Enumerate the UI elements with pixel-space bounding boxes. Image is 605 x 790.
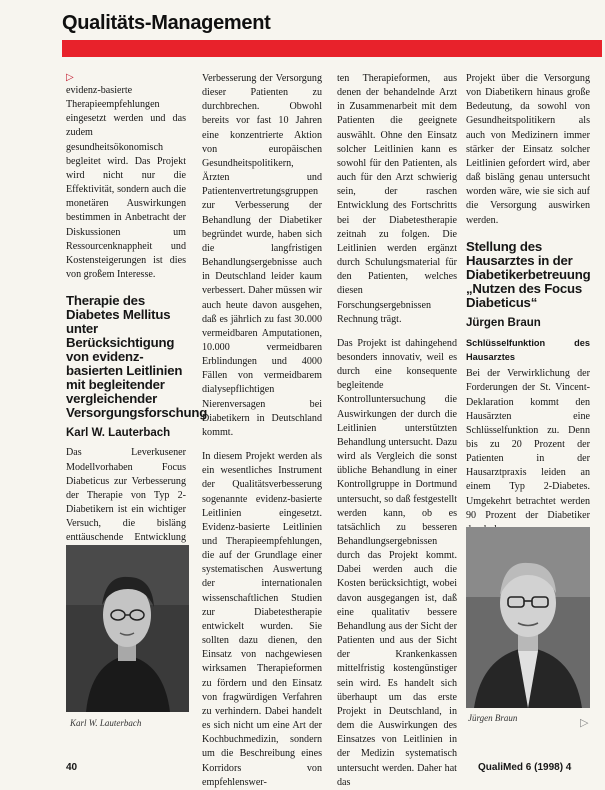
journal-citation: QualiMed 6 (1998) 4: [478, 762, 572, 773]
continuation-arrow-icon: ▷: [580, 716, 589, 729]
body-text: Das Projekt ist dahingehend besonders innovativ, weil es durch eine konsequente begleitende Kontrolluntersuchung die Auswirkungen der durch die Leitlinien unterstützten Behandlung untersucht. Dazu wird als Vergleich die sonst übliche Behandlung in einer Kontrollgruppe in Dortmund untersucht, so daß festgestellt werden kann, ob es tatsächlich zu besseren Behandlungsergebnissen durch das Projekt kommt. Dabei werden auch die Kosten berücksichtigt, wobei davon ausgegangen ist, daß eine qualitativ bessere Behandlung aus der Sicht der Patienten und aus der Sicht der Krankenkassen mittelfristig kostengünstiger sein wird. Es handelt sich überhaupt um das erste Projekt in Deutschland, in dem die Auswirkungen des Einsatzes von Leitlinien in der Medizin systematisch untersucht werden. Daher hat das: [337, 337, 457, 788]
author-portrait-photo: [66, 545, 189, 712]
section-title: Qualitäts-Management: [62, 12, 271, 34]
article-heading: Therapie des Diabetes Mellitus unter Berücksichtigung von evidenz-basierten Leitlinien mit begleitender vergleichender Versorgungsforschung: [66, 293, 208, 421]
body-text: Verbesserung der Versorgung dieser Patienten zu durchbrechen. Obwohl bereits vor fast 10 Jahren eine konzentrierte Aktion von europäischen Gesundheitspolitikern, Ärzten und Patientenvertretungsgruppen zur Verbesserung der Behandlung der Diabetiker begründet wurde, haben sich die langfristigen Behandlungsergebnisse auch in Deutschland leider kaum verbessert. Daher müssen wir auch heute davon ausgehen, daß es jährlich zu fast 30.000 vermeidbaren Amputationen, 10.000 vermeidbaren Erblindungen und 4000 Fällen von vermeidbarem dialysepflichtigen Nierenversagen bei Diabetikern in Deutschland kommt.: [202, 73, 322, 438]
body-text: evidenz-basierte Therapieempfehlungen eingesetzt werden und das zudem gesundheitsökonomisch begleitet wird. Das Projekt wird nicht nur die Effektivität, sondern auch die monetären Auswirkungen bestimmen in Anbetracht der Diskussionen um Ressourcenknappheit und Kostensteigerungen ist dies von großem Interesse.: [66, 85, 186, 281]
article-heading: Stellung des Hausarztes in der Diabetikerbetreuung „Nutzen des Focus Diabeticus“: [466, 238, 591, 310]
page-number: 40: [66, 762, 78, 773]
column-3: [337, 72, 457, 790]
column-1: [66, 72, 208, 560]
photo-caption: Karl W. Lauterbach: [70, 718, 142, 728]
body-text: Das Leverkusener Modellvorhaben Focus Diabeticus zur Verbesserung der Therapie von Typ 2-Diabetikern ist ein wichtiger Versuch, die bisläng enttäuschende Entwicklung: [66, 447, 186, 544]
photo-caption: Jürgen Braun: [468, 713, 518, 723]
body-text: In diesem Projekt werden als ein wesentliches Instrument der Qualitätsverbesserung sogenannte evidenz-basierte Leitlinien eingesetzt. Evidenz-basierte Leitlinien und Therapieempfehlungen, die auf der Grundlage einer systematischen Auswertung der internationalen wissenschaftlichen Studien zur Diabetestherapie entwickelt wurden. Sie sollten dazu dienen, den Einsatz von nachgewiesen wirksamen Therapieformen zu fördern und den Einsatz von fragwürdigen Verfahren zu verhindern. Dabei handelt es sich nicht um eine Art der Kochbuchmedizin, sondern um die Beschreibung eines Korridors von empfehlenswer-: [202, 451, 322, 788]
body-text: Projekt über die Versorgung von Diabetikern hinaus große Bedeutung, da sowohl von Gesundheitspolitikern als auch von Medizinern immer stärker der Einsatz solcher Leitlinien gefordert wird, aber daß bisläng genau untersucht worden wäre, wie sie sich auf die Versorgung auswirken werden.: [466, 73, 590, 226]
author-portrait-photo: [466, 527, 590, 708]
subheading: Schlüsselfunktion des Hausarztes: [466, 337, 590, 363]
body-text: ten Therapieformen, aus denen der behandelnde Arzt in Zusammenarbeit mit dem Patienten die geeignete auswählt. Ohne den Einsatz solcher Leitlinien kann es sowohl für den Patienten, als auch für den Arzt schwierig sein, der raschen Entwicklung des Fortschritts bei der Diabetestherapie zeitnah zu folgen. Die Leitlinien werden ergänzt durch Schulungsmaterial für den Patienten, welches diesen Forschungsergebnissen Rechnung trägt.: [337, 73, 457, 325]
body-text: Bei der Verwirklichung der Forderungen der St. Vincent-Deklaration kommt den Hausärzten eine Schlüsselfunktion zu. Denn bis zu 20 Prozent der Patienten in der Hausarztpraxis leiden an einem Typ 2-Diabetes. Umgekehrt betrachtet werden 90 Prozent der Diabetiker: [466, 368, 590, 521]
page-header: [62, 12, 602, 62]
author-name: Karl W. Lauterbach: [66, 427, 171, 440]
red-header-bar: [62, 40, 602, 57]
column-2: [202, 72, 322, 790]
author-name: Jürgen Braun: [466, 316, 541, 329]
continuation-arrow-icon: ▷: [66, 72, 74, 83]
column-4: [466, 72, 590, 537]
